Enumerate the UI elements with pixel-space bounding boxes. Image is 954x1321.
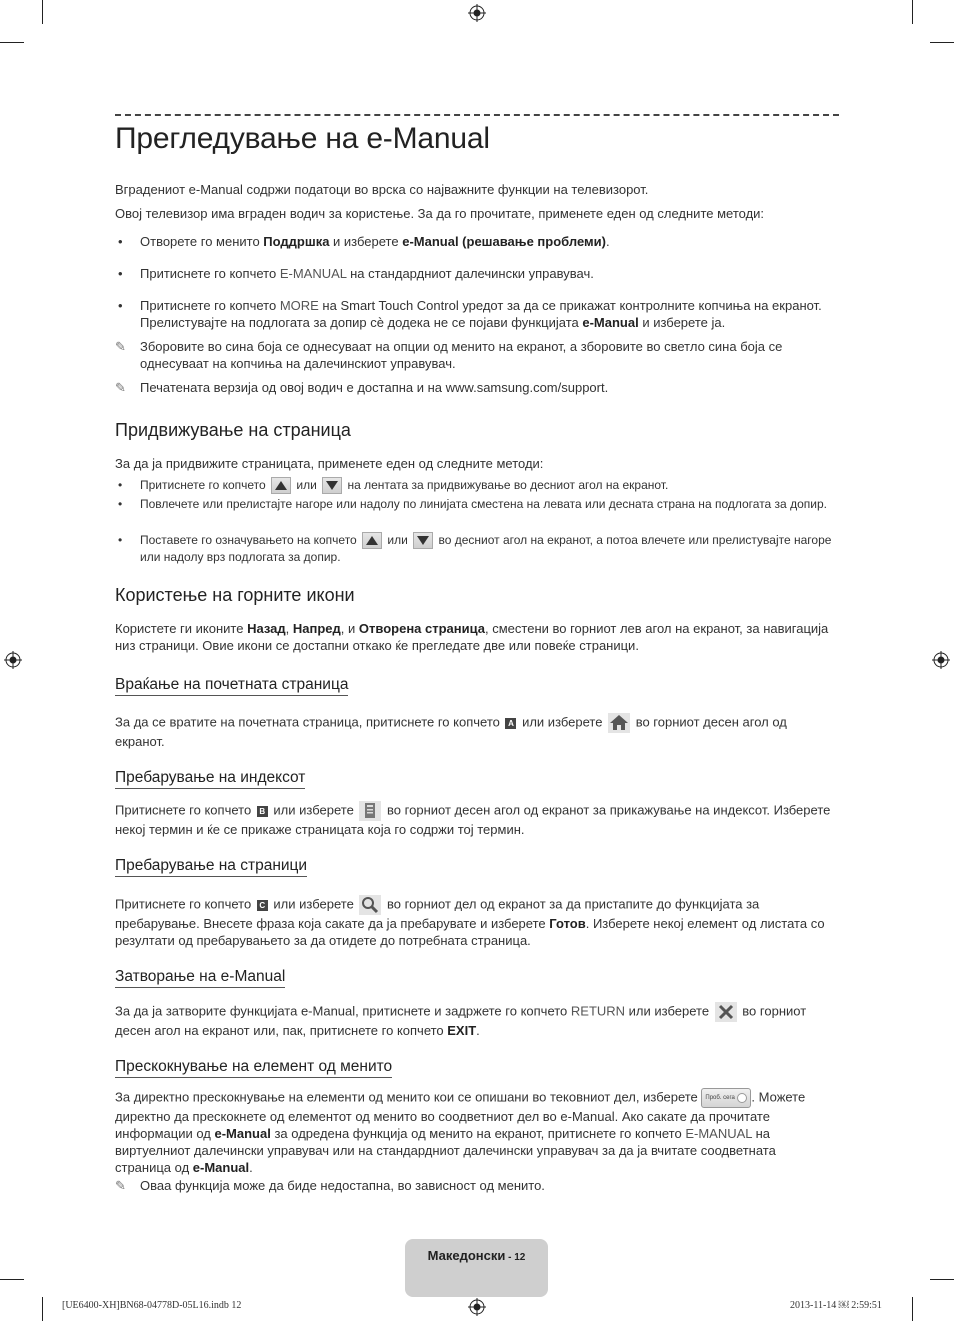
intro-paragraph: Овој телевизор има вграден водич за користење. За да го прочитате, применете еден од следните методи:	[115, 206, 765, 221]
text: , и	[340, 621, 359, 636]
note	[115, 338, 835, 372]
subsection-paragraph	[115, 1002, 835, 1039]
key-c-icon: C	[257, 900, 268, 911]
text: во десниот агол на екранот, а потоа влечете или прелистувајте нагоре или надолу врз подлогата за допир.	[140, 533, 832, 565]
text: во горниот десен агол на екранот или, пак, притиснете го копчето	[115, 1003, 807, 1038]
text: . Можете директно да прескокнете од елементот од менито во соодветниот дел во e-Manual. Ако сакате да прочитате информации од	[115, 1089, 806, 1141]
home-icon	[608, 713, 630, 733]
index-icon	[359, 801, 381, 821]
down-arrow-icon	[413, 532, 433, 549]
text: .	[605, 234, 610, 249]
menu-term: e-Manual	[582, 315, 639, 330]
list-item	[115, 477, 835, 494]
key-a-icon: A	[505, 718, 516, 729]
text: Отворете го менито	[140, 234, 264, 249]
section-paragraph	[115, 620, 835, 654]
menu-term: Напред	[292, 621, 341, 636]
text: во горниот десен агол од екранот за прикажување на индексот. Изберете некој термин и ќе се прикаже страницата која го содржи тој термин.	[115, 802, 831, 837]
up-arrow-icon	[271, 477, 291, 494]
crop-mark	[930, 42, 954, 43]
text: ,	[285, 621, 293, 636]
crop-mark	[0, 1279, 24, 1280]
menu-term: Поддршка	[263, 234, 330, 249]
text: Користете ги иконите	[115, 621, 248, 636]
registration-mark-icon	[468, 1298, 486, 1316]
menu-term: e-Manual	[214, 1126, 271, 1141]
section-intro: За да ја придвижите страницата, применете еден од следните методи:	[115, 456, 544, 471]
bullet: •	[118, 266, 123, 281]
print-slug-left: [UE6400-XH]BN68-04778D-05L16.indb 12	[62, 1300, 242, 1311]
intro-paragraph: Вградениот e-Manual содржи податоци во врска со најважните функции на телевизорот.	[115, 182, 649, 197]
text: , сместени во горниот лев агол на екранот, за навигација низ страници. Овие икони се достапни откако ќе прегледате две или повеќе страници.	[115, 621, 829, 653]
subsection-heading: Прескокнување на елемент од менито	[115, 1058, 392, 1078]
text: на лентата за придвижување во десниот агол на екранот.	[344, 478, 669, 492]
menu-term: Назад	[247, 621, 286, 636]
text: на Smart Touch Control уредот за да се прикажат контролните копчиња на екранот. Прелистувајте на подлогата за допир сѐ додека не се појави функцијата	[140, 298, 822, 330]
text: или изберете	[269, 896, 358, 912]
text: За да ја затворите функцијата e-Manual, притиснете и задржете го копчето	[115, 1003, 571, 1019]
button-term: RETURN	[570, 1003, 626, 1019]
text: .	[249, 1160, 253, 1175]
note-text: Зборовите во сина боја се однесуваат на опции од менито на екранот, а зборовите во светло сина боја се однесуваат на копчиња на далечинскиот управувач.	[140, 339, 783, 371]
pencil-icon: ✎	[115, 339, 126, 354]
list-item	[115, 532, 835, 566]
note	[115, 379, 835, 396]
subsection-paragraph	[115, 713, 835, 750]
button-term: E-MANUAL	[685, 1126, 753, 1141]
text: или изберете	[625, 1003, 713, 1019]
crop-mark	[912, 1297, 913, 1321]
text: или	[293, 478, 321, 492]
text: Притиснете го копчето	[140, 298, 280, 313]
pencil-icon: ✎	[115, 1178, 126, 1193]
pencil-icon: ✎	[115, 380, 126, 395]
text: За директно прескокнување на елементи од менито кои се опишани во тековниот дел, изберете	[115, 1089, 702, 1105]
key-b-icon: B	[257, 806, 268, 817]
text: .	[476, 1023, 480, 1038]
try-now-button	[701, 1088, 751, 1108]
note-text: Печатената верзија од овој водич е достапна и на www.samsung.com/support.	[140, 380, 609, 395]
text: и изберете	[329, 234, 403, 249]
text: или изберете	[269, 802, 358, 818]
menu-term: Отворена страница	[358, 621, 486, 636]
text: во горниот дел од екранот за да пристапите до функцијата за пребарување. Внесете фраза која сакате да ја пребарувате и изберете	[115, 896, 760, 931]
text: за одредена функција од менито на екранот, притиснете го копчето	[270, 1126, 686, 1141]
bullet: •	[118, 533, 123, 547]
crop-mark	[912, 0, 913, 24]
note	[115, 1177, 835, 1194]
up-arrow-icon	[362, 532, 382, 549]
text: Притиснете го копчето	[115, 802, 255, 818]
crop-mark	[42, 1297, 43, 1321]
text: Поставете го означувањето на копчето	[140, 533, 361, 547]
subsection-heading: Пребарување на индексот	[115, 769, 305, 789]
text: Притиснете го копчето	[140, 266, 280, 281]
page-number: - 12	[505, 1252, 526, 1263]
text: во горниот десен агол од екранот.	[115, 714, 787, 749]
text: Притиснете го копчето	[115, 896, 255, 912]
text: на виртуелниот далечински управувач или на стандардниот далечински управувач за да ја вчитате соодветната страница од	[115, 1126, 776, 1175]
page-title: Прегледување на e-Manual	[115, 122, 490, 155]
bullet: •	[118, 298, 123, 313]
menu-term: Готов	[549, 916, 586, 931]
text: Повлечете или прелистајте нагоре или надолу по линијата сместена на левата или десната страна на подлогата за допир.	[140, 497, 827, 511]
crop-mark	[930, 1279, 954, 1280]
subsection-paragraph	[115, 895, 835, 949]
subsection-paragraph	[115, 1088, 835, 1176]
text: За да се вратите на почетната страница, притиснете го копчето	[115, 714, 504, 730]
list-item	[115, 265, 815, 282]
subsection-heading: Враќање на почетната страница	[115, 676, 348, 696]
print-slug-right: 2013-11-14 ￼ 2:59:51	[790, 1300, 882, 1311]
subsection-heading: Пребарување на страници	[115, 857, 307, 877]
button-term: MORE	[279, 298, 319, 313]
footer-language: Македонски	[427, 1248, 506, 1263]
bullet: •	[118, 478, 123, 492]
button-term: E-MANUAL	[279, 266, 347, 281]
text: или	[384, 533, 412, 547]
subsection-paragraph	[115, 801, 835, 838]
close-icon	[715, 1002, 737, 1022]
list-item	[115, 233, 815, 250]
down-arrow-icon	[322, 477, 342, 494]
crop-mark	[0, 42, 24, 43]
text: Притиснете го копчето	[140, 478, 270, 492]
registration-mark-icon	[4, 651, 22, 669]
bullet: •	[118, 234, 123, 249]
list-item	[115, 496, 835, 513]
try-now-label: Проб. сега	[705, 1095, 735, 1101]
footer-page-label	[405, 1248, 548, 1263]
crop-mark	[42, 0, 43, 24]
bullet: •	[118, 497, 123, 511]
section-heading: Користење на горните икони	[115, 585, 355, 605]
list-item	[115, 297, 835, 331]
button-term: EXIT	[447, 1023, 477, 1038]
search-icon	[359, 895, 381, 915]
text: или изберете	[518, 714, 607, 730]
menu-term: e-Manual	[192, 1160, 250, 1175]
subsection-heading: Затворање на e-Manual	[115, 968, 285, 988]
text: . Изберете некој елемент од листата со резултати од пребарувањето за да отидете до потребната страница.	[115, 916, 825, 948]
title-divider	[115, 114, 839, 116]
text: и изберете ја.	[638, 315, 726, 330]
note-text: Оваа функција може да биде недостапна, во зависност од менито.	[140, 1178, 545, 1193]
text: на стандардниот далечински управувач.	[346, 266, 594, 281]
section-heading: Придвижување на страница	[115, 420, 351, 440]
registration-mark-icon	[468, 4, 486, 22]
play-icon	[737, 1093, 747, 1103]
registration-mark-icon	[932, 651, 950, 669]
menu-term: e-Manual (решавање проблеми)	[402, 234, 606, 249]
